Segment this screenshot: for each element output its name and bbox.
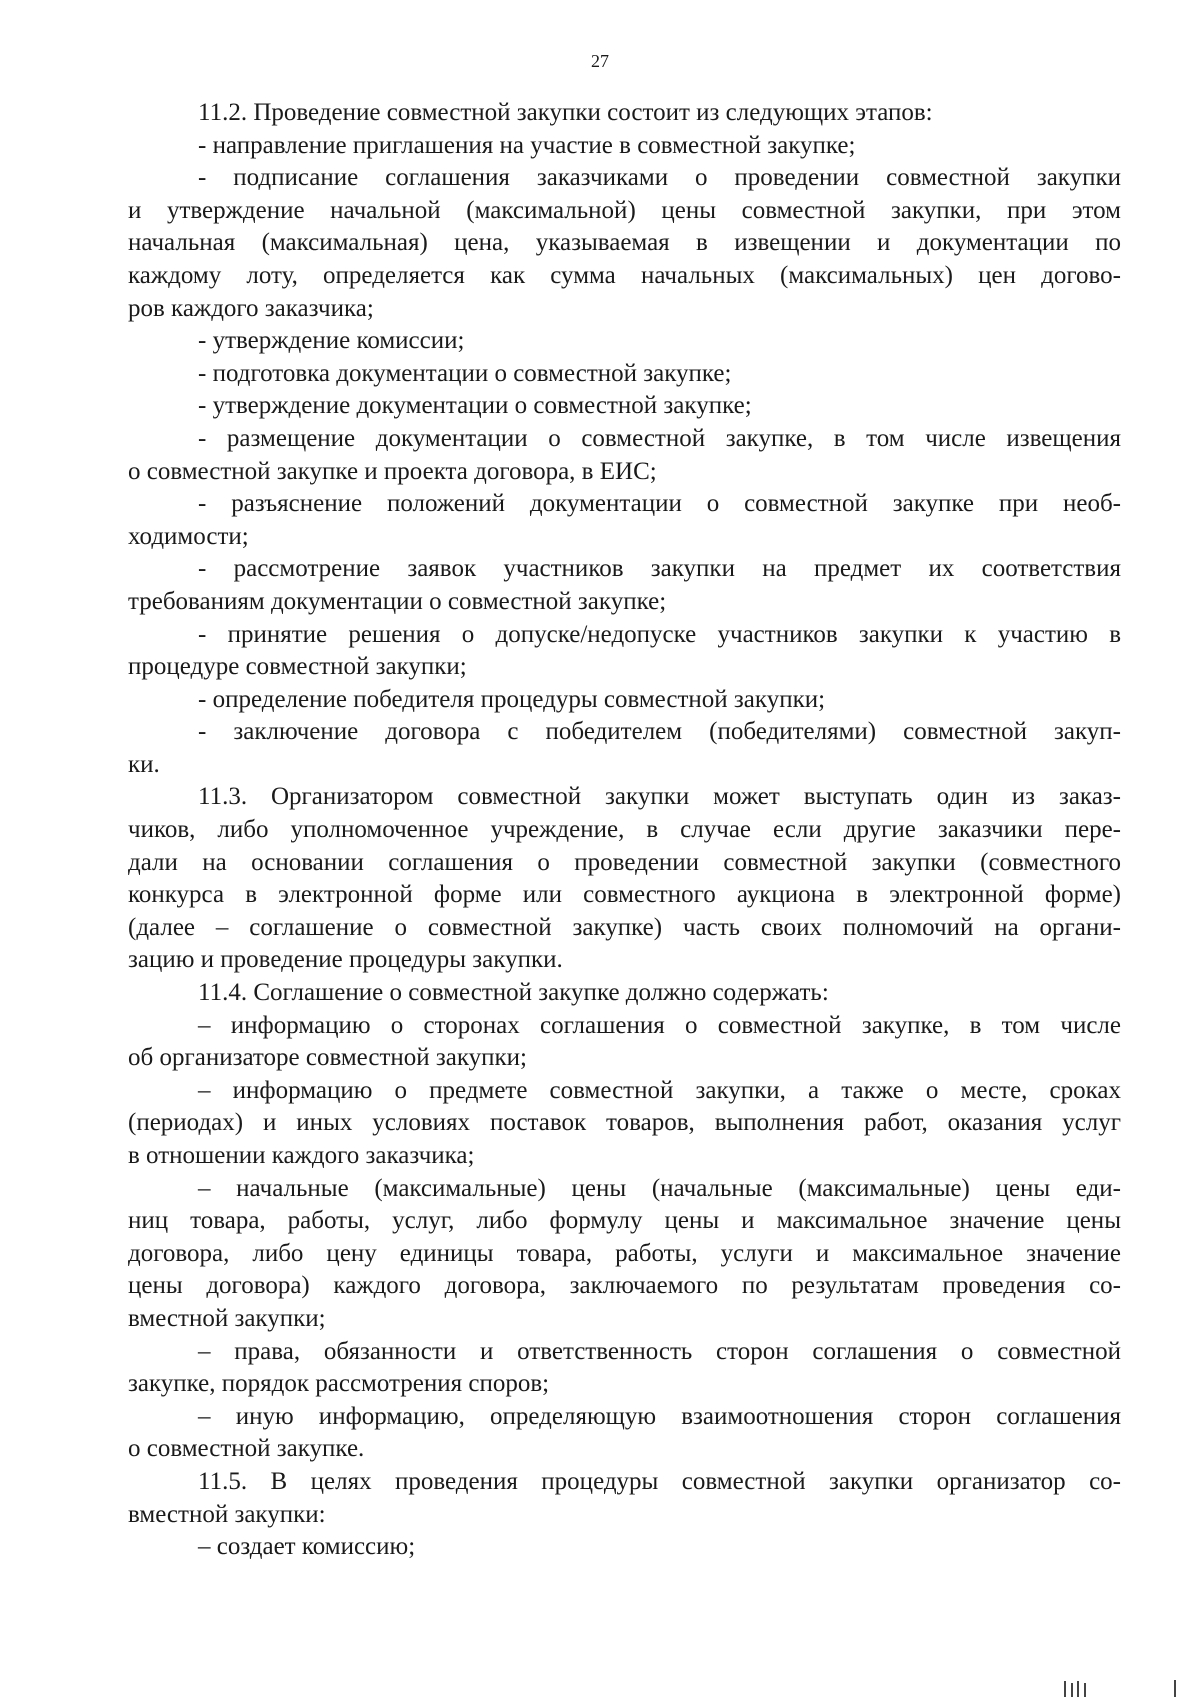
text-line: конкурса в электронной форме или совместного аукциона в электронной форме) — [128, 881, 1121, 909]
text-line: - направление приглашения на участие в совместной закупке; — [198, 131, 856, 159]
text-line: – создает комиссию; — [198, 1533, 416, 1561]
text-line: - подготовка документации о совместной закупке; — [198, 359, 732, 387]
text-line: – информацию о сторонах соглашения о совместной закупке, в том числе — [198, 1011, 1121, 1039]
text-line: о совместной закупке. — [128, 1435, 365, 1463]
text-line: (периодах) и иных условиях поставок товаров, выполнения работ, оказания услуг — [128, 1109, 1121, 1137]
text-line: 11.3. Организатором совместной закупки может выступать один из заказ- — [198, 783, 1121, 811]
text-line: - рассмотрение заявок участников закупки на предмет их соответствия — [198, 555, 1121, 583]
scan-mark — [1077, 1681, 1079, 1697]
scan-mark — [1174, 1680, 1176, 1697]
text-line: - определение победителя процедуры совместной закупки; — [198, 685, 826, 713]
text-line: – права, обязанности и ответственность сторон соглашения о совместной — [198, 1337, 1121, 1365]
text-line: требованиям документации о совместной закупке; — [128, 587, 667, 615]
text-line: 11.2. Проведение совместной закупки состоит из следующих этапов: — [198, 99, 933, 126]
text-line: закупке, порядок рассмотрения споров; — [128, 1370, 550, 1398]
text-line: - утверждение комиссии; — [198, 327, 465, 355]
text-line: цены договора) каждого договора, заключаемого по результатам проведения со- — [128, 1272, 1121, 1300]
text-line: - размещение документации о совместной закупке, в том числе извещения — [198, 424, 1121, 452]
text-line: - утверждение документации о совместной закупке; — [198, 392, 752, 420]
text-line: – информацию о предмете совместной закупки, а также о месте, сроках — [198, 1076, 1121, 1104]
text-line: начальная (максимальная) цена, указываемая в извещении и документации по — [128, 229, 1121, 257]
text-line: – иную информацию, определяющую взаимоотношения сторон соглашения — [198, 1402, 1121, 1430]
text-line: и утверждение начальной (максимальной) цены совместной закупки, при этом — [128, 196, 1121, 224]
text-line: вместной закупки; — [128, 1304, 326, 1332]
text-line: о совместной закупке и проекта договора, в ЕИС; — [128, 457, 657, 485]
text-line: - принятие решения о допуске/недопуске участников закупки к участию в — [198, 620, 1121, 648]
text-line: - заключение договора с победителем (победителями) совместной закуп- — [198, 718, 1121, 746]
document-body — [128, 97, 1121, 1564]
text-line: (далее – соглашение о совместной закупке) часть своих полномочий на органи- — [128, 913, 1121, 941]
text-line: - подписание соглашения заказчиками о проведении совместной закупки — [198, 164, 1121, 192]
text-line: дали на основании соглашения о проведении совместной закупки (совместного — [128, 848, 1121, 876]
text-line: – начальные (максимальные) цены (начальные (максимальные) цены еди- — [198, 1174, 1121, 1202]
text-line: 11.5. В целях проведения процедуры совместной закупки организатор со- — [198, 1467, 1121, 1495]
scan-mark — [1084, 1683, 1086, 1697]
text-line: договора, либо цену единицы товара, работы, услуги и максимальное значение — [128, 1239, 1121, 1267]
text-line: зацию и проведение процедуры закупки. — [128, 946, 563, 974]
text-line: ки. — [128, 750, 160, 778]
text-line: вместной закупки: — [128, 1500, 326, 1528]
text-line: - разъяснение положений документации о совместной закупке при необ- — [198, 490, 1121, 518]
text-line: чиков, либо уполномоченное учреждение, в случае если другие заказчики пере- — [128, 816, 1121, 844]
text-line: 11.4. Соглашение о совместной закупке должно содержать: — [198, 979, 829, 1007]
text-line: ниц товара, работы, услуг, либо формулу цены и максимальное значение цены — [128, 1207, 1121, 1235]
text-line: в отношении каждого заказчика; — [128, 1142, 475, 1169]
text-line: ров каждого заказчика; — [128, 294, 374, 322]
text-line: каждому лоту, определяется как сумма начальных (максимальных) цен догово- — [128, 261, 1121, 289]
text-line: процедуре совместной закупки; — [128, 653, 467, 681]
scan-mark — [1071, 1683, 1073, 1697]
text-line: ходимости; — [128, 522, 249, 550]
scan-mark — [1064, 1681, 1066, 1697]
page-number: 27 — [591, 51, 609, 71]
text-line: об организаторе совместной закупки; — [128, 1044, 527, 1072]
